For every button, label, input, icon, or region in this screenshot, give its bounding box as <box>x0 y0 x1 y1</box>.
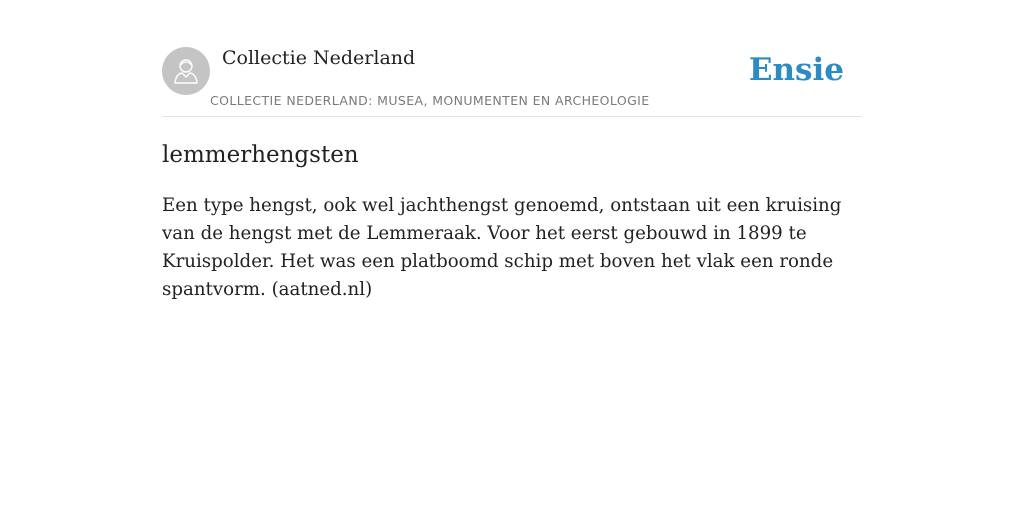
header <box>162 46 862 117</box>
author-name[interactable]: Collectie Nederland <box>222 47 416 69</box>
page-title: lemmerhengsten <box>162 142 359 168</box>
collection-subtitle[interactable]: COLLECTIE NEDERLAND: MUSEA, MONUMENTEN EN ARCHEOLOGIE <box>210 93 650 108</box>
definition-text: Een type hengst, ook wel jachthengst genoemd, ontstaan uit een kruising van de hengst met de Lemmeraak. Voor het eerst gebouwd in 1899 te Kruispolder. Het was een platboomd schip met boven het vlak een ronde spantvorm. (aatned.nl) <box>162 195 842 300</box>
ensie-logo[interactable]: Ensie <box>748 52 844 88</box>
user-avatar-icon <box>171 56 201 86</box>
avatar[interactable] <box>162 47 210 95</box>
